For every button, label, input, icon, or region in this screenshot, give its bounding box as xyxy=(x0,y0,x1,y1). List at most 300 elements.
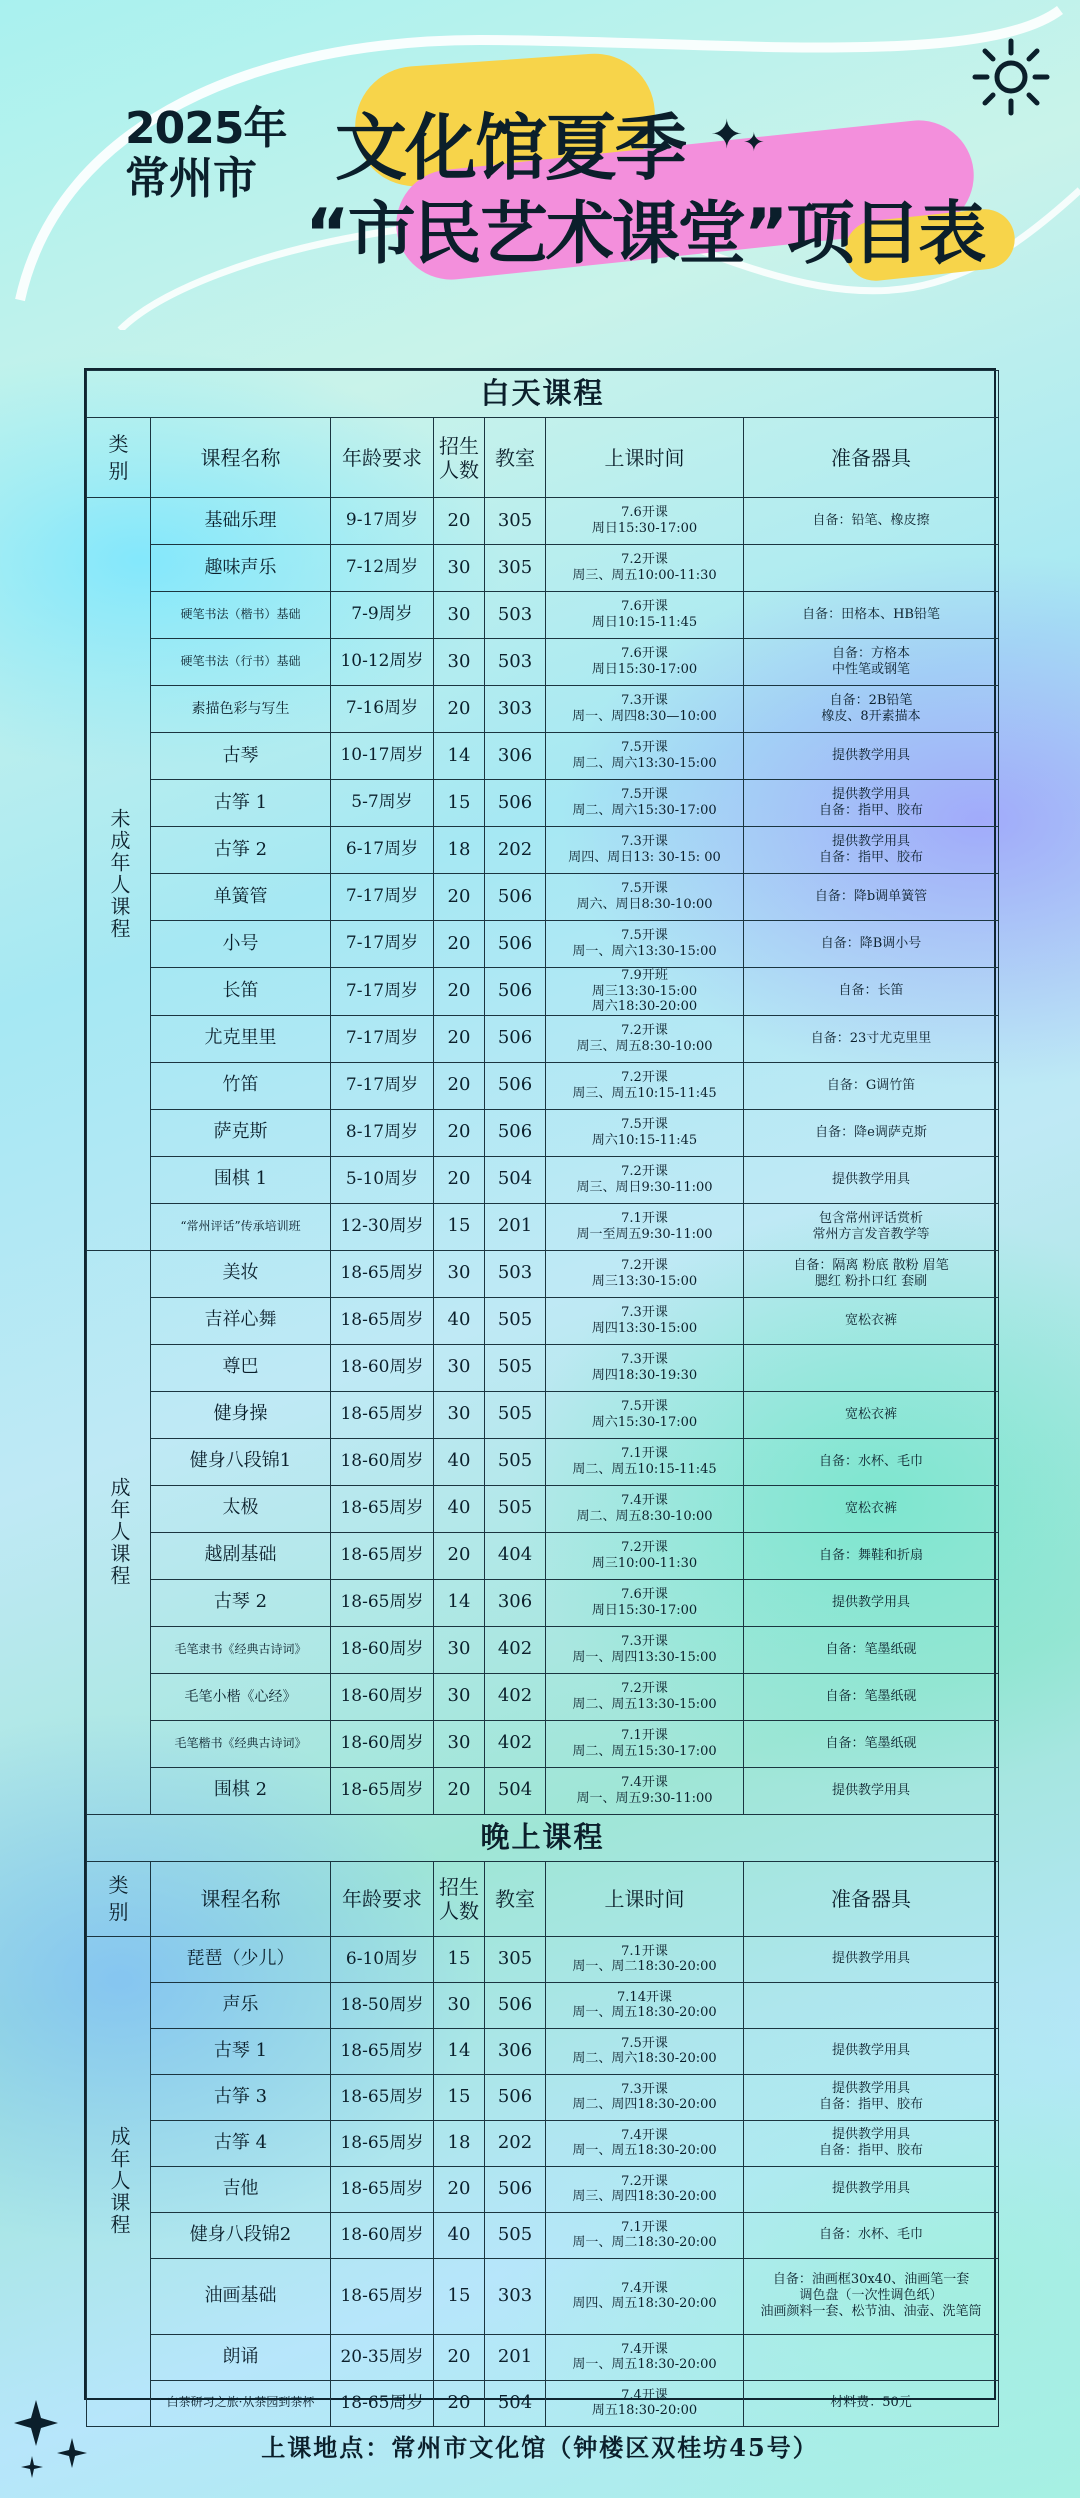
classroom: 303 xyxy=(485,2258,546,2334)
section-title-evening: 晚上课程 xyxy=(87,1814,999,1861)
classroom: 505 xyxy=(485,2212,546,2258)
class-time xyxy=(546,1156,744,1203)
course-name: 吉他 xyxy=(151,2166,331,2212)
equipment-line: 提供教学用具 xyxy=(832,2081,911,2097)
enrollment-count: 15 xyxy=(434,780,485,827)
course-table-frame xyxy=(84,368,996,2419)
course-name: 趣味声乐 xyxy=(151,545,331,592)
course-row xyxy=(87,2120,999,2166)
equipment-line: 自备：水杯、毛巾 xyxy=(819,1453,924,1469)
class-time-line: 7.5开课 xyxy=(621,787,668,803)
course-name: 吉祥心舞 xyxy=(151,1297,331,1344)
enrollment-count: 15 xyxy=(434,2074,485,2120)
age-requirement: 6-10周岁 xyxy=(331,1936,434,1982)
course-row xyxy=(87,1673,999,1720)
enrollment-count: 14 xyxy=(434,2028,485,2074)
enrollment-count: 30 xyxy=(434,639,485,686)
class-time-line: 周二、周五15:30-17:00 xyxy=(572,1743,717,1759)
class-time-line: 周四、周五18:30-20:00 xyxy=(572,2296,717,2312)
age-requirement: 18-60周岁 xyxy=(331,1673,434,1720)
class-time-line: 周六、周日8:30-10:00 xyxy=(576,897,713,912)
equipment-line: 自备：G调竹笛 xyxy=(826,1077,916,1093)
classroom: 306 xyxy=(485,1579,546,1626)
header-category: 类 别 xyxy=(87,418,151,498)
class-time-line: 周一、周五9:30-11:00 xyxy=(576,1790,713,1806)
class-time-line: 周四13:30-15:00 xyxy=(591,1320,698,1336)
class-time-line: 7.1开课 xyxy=(621,2219,668,2235)
class-time-line: 周五18:30-20:00 xyxy=(591,2403,698,2419)
age-requirement: 18-65周岁 xyxy=(331,1250,434,1297)
enrollment-count: 20 xyxy=(434,921,485,968)
enrollment-count: 20 xyxy=(434,2166,485,2212)
class-time-line: 周一、周六13:30-15:00 xyxy=(572,944,717,959)
section-title-row xyxy=(87,1814,999,1861)
course-row xyxy=(87,1344,999,1391)
course-row xyxy=(87,1485,999,1532)
enrollment-count: 30 xyxy=(434,1250,485,1297)
classroom: 506 xyxy=(485,1982,546,2028)
header-age: 年龄要求 xyxy=(331,418,434,498)
equipment-line: 提供教学用具 xyxy=(832,2127,911,2143)
header-quota: 招生 人数 xyxy=(434,1861,485,1936)
course-name: 声乐 xyxy=(151,1982,331,2028)
class-time-line: 周三、周日9:30-11:00 xyxy=(576,1179,713,1195)
course-row xyxy=(87,1438,999,1485)
class-time xyxy=(546,1438,744,1485)
age-requirement: 18-65周岁 xyxy=(331,2120,434,2166)
class-time xyxy=(546,1203,744,1250)
class-time-line: 7.2开课 xyxy=(621,1164,668,1180)
course-row xyxy=(87,498,999,545)
classroom: 202 xyxy=(485,827,546,874)
age-requirement: 7-17周岁 xyxy=(331,874,434,921)
equipment xyxy=(744,686,999,733)
age-requirement: 18-65周岁 xyxy=(331,1485,434,1532)
equipment xyxy=(744,1344,999,1391)
course-row xyxy=(87,1579,999,1626)
class-time xyxy=(546,921,744,968)
course-name: 尤克里里 xyxy=(151,1015,331,1062)
equipment xyxy=(744,592,999,639)
class-time xyxy=(546,592,744,639)
class-time-line: 周一、周二18:30-20:00 xyxy=(572,1959,717,1975)
enrollment-count: 20 xyxy=(434,498,485,545)
age-requirement: 8-17周岁 xyxy=(331,1109,434,1156)
course-row xyxy=(87,968,999,1016)
class-time xyxy=(546,2334,744,2380)
classroom: 503 xyxy=(485,639,546,686)
equipment xyxy=(744,545,999,592)
course-row xyxy=(87,2334,999,2380)
age-requirement: 18-65周岁 xyxy=(331,1767,434,1814)
class-time xyxy=(546,1062,744,1109)
course-name: 健身操 xyxy=(151,1391,331,1438)
course-row xyxy=(87,1391,999,1438)
title-venue: 文化馆夏季 xyxy=(335,106,686,190)
equipment-line: 自备：笔墨纸砚 xyxy=(825,1735,917,1751)
classroom: 503 xyxy=(485,592,546,639)
class-time xyxy=(546,1673,744,1720)
age-requirement: 9-17周岁 xyxy=(331,498,434,545)
sparkle-icon: ✦ xyxy=(743,128,765,158)
class-time xyxy=(546,1626,744,1673)
sparkle-icon: ✦ xyxy=(710,112,744,158)
class-time-line: 周日15:30-17:00 xyxy=(591,1602,698,1618)
equipment xyxy=(744,1720,999,1767)
enrollment-count: 30 xyxy=(434,1626,485,1673)
age-requirement: 18-60周岁 xyxy=(331,2212,434,2258)
equipment-line: 油画颜料一套、松节油、油壶、洗笔筒 xyxy=(760,2304,982,2320)
class-time-line: 7.5开课 xyxy=(621,881,668,897)
class-time xyxy=(546,1532,744,1579)
equipment xyxy=(744,827,999,874)
class-time xyxy=(546,1982,744,2028)
header-room: 教室 xyxy=(485,418,546,498)
class-time-line: 7.1开课 xyxy=(621,1446,668,1462)
equipment xyxy=(744,968,999,1016)
equipment-line: 常州方言发音教学等 xyxy=(812,1226,930,1242)
class-time-line: 7.6开课 xyxy=(621,1587,668,1603)
enrollment-count: 30 xyxy=(434,1391,485,1438)
equipment-line: 自备：指甲、胶布 xyxy=(819,850,924,865)
classroom: 506 xyxy=(485,1015,546,1062)
enrollment-count: 15 xyxy=(434,2258,485,2334)
class-time xyxy=(546,1720,744,1767)
enrollment-count: 30 xyxy=(434,1982,485,2028)
course-table xyxy=(86,370,999,2427)
equipment-line: 宽松衣裤 xyxy=(845,1312,898,1328)
course-name: 朗诵 xyxy=(151,2334,331,2380)
class-time-line: 周一、周二18:30-20:00 xyxy=(572,2235,717,2251)
age-requirement: 18-65周岁 xyxy=(331,2028,434,2074)
course-row xyxy=(87,1297,999,1344)
enrollment-count: 40 xyxy=(434,1485,485,1532)
equipment-line: 宽松衣裤 xyxy=(845,1406,898,1422)
class-time-line: 周日15:30-17:00 xyxy=(591,662,698,677)
class-time-line: 7.4开课 xyxy=(621,2280,668,2296)
classroom: 202 xyxy=(485,2120,546,2166)
classroom: 505 xyxy=(485,1485,546,1532)
equipment-line: 提供教学用具 xyxy=(832,1171,911,1187)
enrollment-count: 20 xyxy=(434,1532,485,1579)
class-time xyxy=(546,1579,744,1626)
course-row xyxy=(87,921,999,968)
enrollment-count: 30 xyxy=(434,545,485,592)
equipment xyxy=(744,2120,999,2166)
class-time xyxy=(546,498,744,545)
category-cell: 成年人课程 xyxy=(87,1936,151,2426)
enrollment-count: 20 xyxy=(434,2334,485,2380)
age-requirement: 5-7周岁 xyxy=(331,780,434,827)
equipment-line: 提供教学用具 xyxy=(832,786,911,802)
enrollment-count: 40 xyxy=(434,1438,485,1485)
header-room: 教室 xyxy=(485,1861,546,1936)
classroom: 402 xyxy=(485,1626,546,1673)
equipment xyxy=(744,2074,999,2120)
class-time-line: 周六15:30-17:00 xyxy=(591,1414,698,1430)
equipment xyxy=(744,1203,999,1250)
class-time-line: 周六10:15-11:45 xyxy=(591,1132,698,1148)
class-time-line: 周一至周五9:30-11:00 xyxy=(576,1226,713,1242)
class-time xyxy=(546,2258,744,2334)
class-time xyxy=(546,827,744,874)
enrollment-count: 30 xyxy=(434,1673,485,1720)
course-row xyxy=(87,686,999,733)
class-time-line: 7.3开课 xyxy=(621,693,668,709)
class-location: 上课地点：常州市文化馆（钟楼区双桂坊45号） xyxy=(261,2433,819,2462)
equipment-line: 自备：降B调小号 xyxy=(820,935,922,951)
enrollment-count: 30 xyxy=(434,1720,485,1767)
title-year: 2025年 xyxy=(125,103,287,154)
enrollment-count: 20 xyxy=(434,2380,485,2426)
equipment xyxy=(744,1062,999,1109)
header-time: 上课时间 xyxy=(546,418,744,498)
class-time-line: 周二、周六18:30-20:00 xyxy=(572,2051,717,2067)
equipment xyxy=(744,780,999,827)
class-time xyxy=(546,545,744,592)
course-row xyxy=(87,874,999,921)
course-name: 长笛 xyxy=(151,968,331,1016)
classroom: 402 xyxy=(485,1720,546,1767)
course-row xyxy=(87,827,999,874)
class-time-line: 7.1开课 xyxy=(621,1728,668,1744)
course-name: 健身八段锦1 xyxy=(151,1438,331,1485)
course-name: 美妆 xyxy=(151,1250,331,1297)
classroom: 504 xyxy=(485,2380,546,2426)
course-name: 毛笔隶书《经典古诗词》 xyxy=(151,1626,331,1673)
class-time xyxy=(546,1936,744,1982)
category-cell: 未成年人课程 xyxy=(87,498,151,1251)
title-block xyxy=(125,60,985,320)
age-requirement: 6-17周岁 xyxy=(331,827,434,874)
title-project: “市民艺术课堂”项目表 xyxy=(305,195,985,274)
course-row xyxy=(87,1626,999,1673)
class-time-line: 周一、周四13:30-15:00 xyxy=(572,1649,717,1665)
classroom: 201 xyxy=(485,1203,546,1250)
course-name: 毛笔楷书《经典古诗词》 xyxy=(151,1720,331,1767)
equipment xyxy=(744,1673,999,1720)
course-row xyxy=(87,545,999,592)
class-time xyxy=(546,1250,744,1297)
equipment-line: 自备：2B铅笔 xyxy=(829,692,913,708)
classroom: 504 xyxy=(485,1156,546,1203)
equipment xyxy=(744,733,999,780)
equipment xyxy=(744,1626,999,1673)
enrollment-count: 18 xyxy=(434,827,485,874)
equipment-line: 自备：指甲、胶布 xyxy=(819,2143,924,2159)
equipment-line: 提供教学用具 xyxy=(832,1951,911,1967)
age-requirement: 7-17周岁 xyxy=(331,1015,434,1062)
course-row xyxy=(87,780,999,827)
course-row xyxy=(87,2074,999,2120)
enrollment-count: 40 xyxy=(434,1297,485,1344)
course-row xyxy=(87,2380,999,2426)
classroom: 505 xyxy=(485,1391,546,1438)
class-time-line: 周三、周五10:15-11:45 xyxy=(572,1085,717,1101)
classroom: 506 xyxy=(485,968,546,1016)
enrollment-count: 18 xyxy=(434,2120,485,2166)
age-requirement: 7-16周岁 xyxy=(331,686,434,733)
equipment xyxy=(744,1391,999,1438)
equipment-line: 自备：田格本、HB铅笔 xyxy=(802,606,940,622)
enrollment-count: 15 xyxy=(434,1936,485,1982)
course-row xyxy=(87,1156,999,1203)
age-requirement: 10-12周岁 xyxy=(331,639,434,686)
class-time-line: 7.3开课 xyxy=(621,1352,668,1368)
course-name: 越剧基础 xyxy=(151,1532,331,1579)
course-name: 古筝 3 xyxy=(151,2074,331,2120)
classroom: 503 xyxy=(485,1250,546,1297)
course-name: 萨克斯 xyxy=(151,1109,331,1156)
age-requirement: 10-17周岁 xyxy=(331,733,434,780)
equipment xyxy=(744,1438,999,1485)
classroom: 506 xyxy=(485,874,546,921)
class-time-line: 7.3开课 xyxy=(621,834,668,850)
course-name: 围棋 2 xyxy=(151,1767,331,1814)
classroom: 506 xyxy=(485,1109,546,1156)
age-requirement: 12-30周岁 xyxy=(331,1203,434,1250)
class-time-line: 7.5开课 xyxy=(621,928,668,944)
enrollment-count: 20 xyxy=(434,1156,485,1203)
equipment-line: 调色盘（一次性调色纸） xyxy=(799,2288,943,2304)
class-time xyxy=(546,780,744,827)
equipment-line: 橡皮、8开素描本 xyxy=(821,709,921,724)
course-row xyxy=(87,639,999,686)
classroom: 402 xyxy=(485,1673,546,1720)
course-name: 古筝 1 xyxy=(151,780,331,827)
classroom: 506 xyxy=(485,2166,546,2212)
class-time-line: 周二、周五8:30-10:00 xyxy=(576,1508,713,1524)
class-time-line: 7.4开课 xyxy=(621,2127,668,2143)
equipment xyxy=(744,2166,999,2212)
class-time-line: 7.14开课 xyxy=(617,1989,672,2005)
class-time-line: 周二、周六15:30-17:00 xyxy=(572,803,717,818)
class-time-line: 7.3开课 xyxy=(621,2081,668,2097)
course-name: 油画基础 xyxy=(151,2258,331,2334)
class-time xyxy=(546,968,744,1016)
class-time-line: 周三、周四18:30-20:00 xyxy=(572,2189,717,2205)
title-city: 常州市 xyxy=(125,153,257,204)
course-row xyxy=(87,1203,999,1250)
age-requirement: 7-17周岁 xyxy=(331,1062,434,1109)
equipment-line: 自备：降b调单簧管 xyxy=(814,888,928,904)
course-name: 太极 xyxy=(151,1485,331,1532)
course-name: “常州评话”传承培训班 xyxy=(151,1203,331,1250)
equipment xyxy=(744,1109,999,1156)
class-time-line: 7.4开课 xyxy=(621,1775,668,1791)
class-time xyxy=(546,2212,744,2258)
class-time-line: 7.9开班 xyxy=(621,968,668,983)
class-time-line: 7.2开课 xyxy=(621,2173,668,2189)
course-name: 围棋 1 xyxy=(151,1156,331,1203)
age-requirement: 18-65周岁 xyxy=(331,2166,434,2212)
class-time-line: 7.6开课 xyxy=(621,599,668,615)
class-time-line: 7.5开课 xyxy=(621,1399,668,1415)
class-time-line: 周三、周五8:30-10:00 xyxy=(576,1038,713,1054)
header-quota: 招生 人数 xyxy=(434,418,485,498)
course-name: 古琴 1 xyxy=(151,2028,331,2074)
course-row xyxy=(87,2212,999,2258)
classroom: 504 xyxy=(485,1767,546,1814)
enrollment-count: 30 xyxy=(434,592,485,639)
classroom: 305 xyxy=(485,545,546,592)
class-time-line: 周三13:30-15:00 xyxy=(591,1273,698,1289)
enrollment-count: 20 xyxy=(434,1015,485,1062)
equipment-line: 提供教学用具 xyxy=(832,2043,911,2059)
class-time-line: 7.4开课 xyxy=(621,2341,668,2357)
equipment-line: 自备：23寸尤克里里 xyxy=(810,1030,932,1046)
age-requirement: 18-65周岁 xyxy=(331,1532,434,1579)
course-row xyxy=(87,1720,999,1767)
equipment xyxy=(744,2212,999,2258)
age-requirement: 18-65周岁 xyxy=(331,1391,434,1438)
age-requirement: 7-17周岁 xyxy=(331,921,434,968)
course-name: 古琴 2 xyxy=(151,1579,331,1626)
equipment xyxy=(744,921,999,968)
age-requirement: 7-17周岁 xyxy=(331,968,434,1016)
age-requirement: 18-65周岁 xyxy=(331,1297,434,1344)
course-name: 毛笔小楷《心经》 xyxy=(151,1673,331,1720)
equipment-line: 自备：降e调萨克斯 xyxy=(815,1124,927,1140)
equipment xyxy=(744,1579,999,1626)
course-row xyxy=(87,1982,999,2028)
class-time-line: 7.6开课 xyxy=(621,646,668,662)
section-title-day: 白天课程 xyxy=(87,371,999,418)
classroom: 305 xyxy=(485,498,546,545)
equipment xyxy=(744,2028,999,2074)
class-time-line: 周二、周五13:30-15:00 xyxy=(572,1696,717,1712)
class-time-line: 7.3开课 xyxy=(621,1634,668,1650)
classroom: 303 xyxy=(485,686,546,733)
equipment-line: 自备：笔墨纸砚 xyxy=(825,1688,917,1704)
class-time xyxy=(546,2120,744,2166)
course-name: 古筝 4 xyxy=(151,2120,331,2166)
equipment-line: 自备：笔墨纸砚 xyxy=(825,1641,917,1657)
course-name: 单簧管 xyxy=(151,874,331,921)
header-name: 课程名称 xyxy=(151,418,331,498)
equipment xyxy=(744,1250,999,1297)
classroom: 506 xyxy=(485,1062,546,1109)
equipment-line: 提供教学用具 xyxy=(832,833,911,849)
classroom: 505 xyxy=(485,1344,546,1391)
equipment-line: 自备：隔离 粉底 散粉 眉笔 xyxy=(793,1257,949,1273)
header-age: 年龄要求 xyxy=(331,1861,434,1936)
course-row xyxy=(87,1062,999,1109)
course-name: 白茶研习之旅·从茶园到茶杯 xyxy=(151,2380,331,2426)
enrollment-count: 20 xyxy=(434,686,485,733)
class-time xyxy=(546,1109,744,1156)
header-name: 课程名称 xyxy=(151,1861,331,1936)
classroom: 404 xyxy=(485,1532,546,1579)
section-title-row xyxy=(87,371,999,418)
class-time-line: 周六18:30-20:00 xyxy=(591,999,698,1015)
age-requirement: 20-35周岁 xyxy=(331,2334,434,2380)
class-time-line: 周一、周五18:30-20:00 xyxy=(572,2005,717,2021)
equipment-line: 自备：舞鞋和折扇 xyxy=(819,1547,924,1563)
enrollment-count: 30 xyxy=(434,1344,485,1391)
course-row xyxy=(87,2166,999,2212)
class-time-line: 周一、周五18:30-20:00 xyxy=(572,2357,717,2373)
class-time-line: 周日15:30-17:00 xyxy=(591,521,698,536)
equipment xyxy=(744,2380,999,2426)
course-name: 基础乐理 xyxy=(151,498,331,545)
equipment-line: 宽松衣裤 xyxy=(845,1500,898,1516)
class-time-line: 7.4开课 xyxy=(621,2387,668,2403)
header-row xyxy=(87,1861,999,1936)
enrollment-count: 20 xyxy=(434,1767,485,1814)
header-category: 类 别 xyxy=(87,1861,151,1936)
age-requirement: 18-65周岁 xyxy=(331,2074,434,2120)
